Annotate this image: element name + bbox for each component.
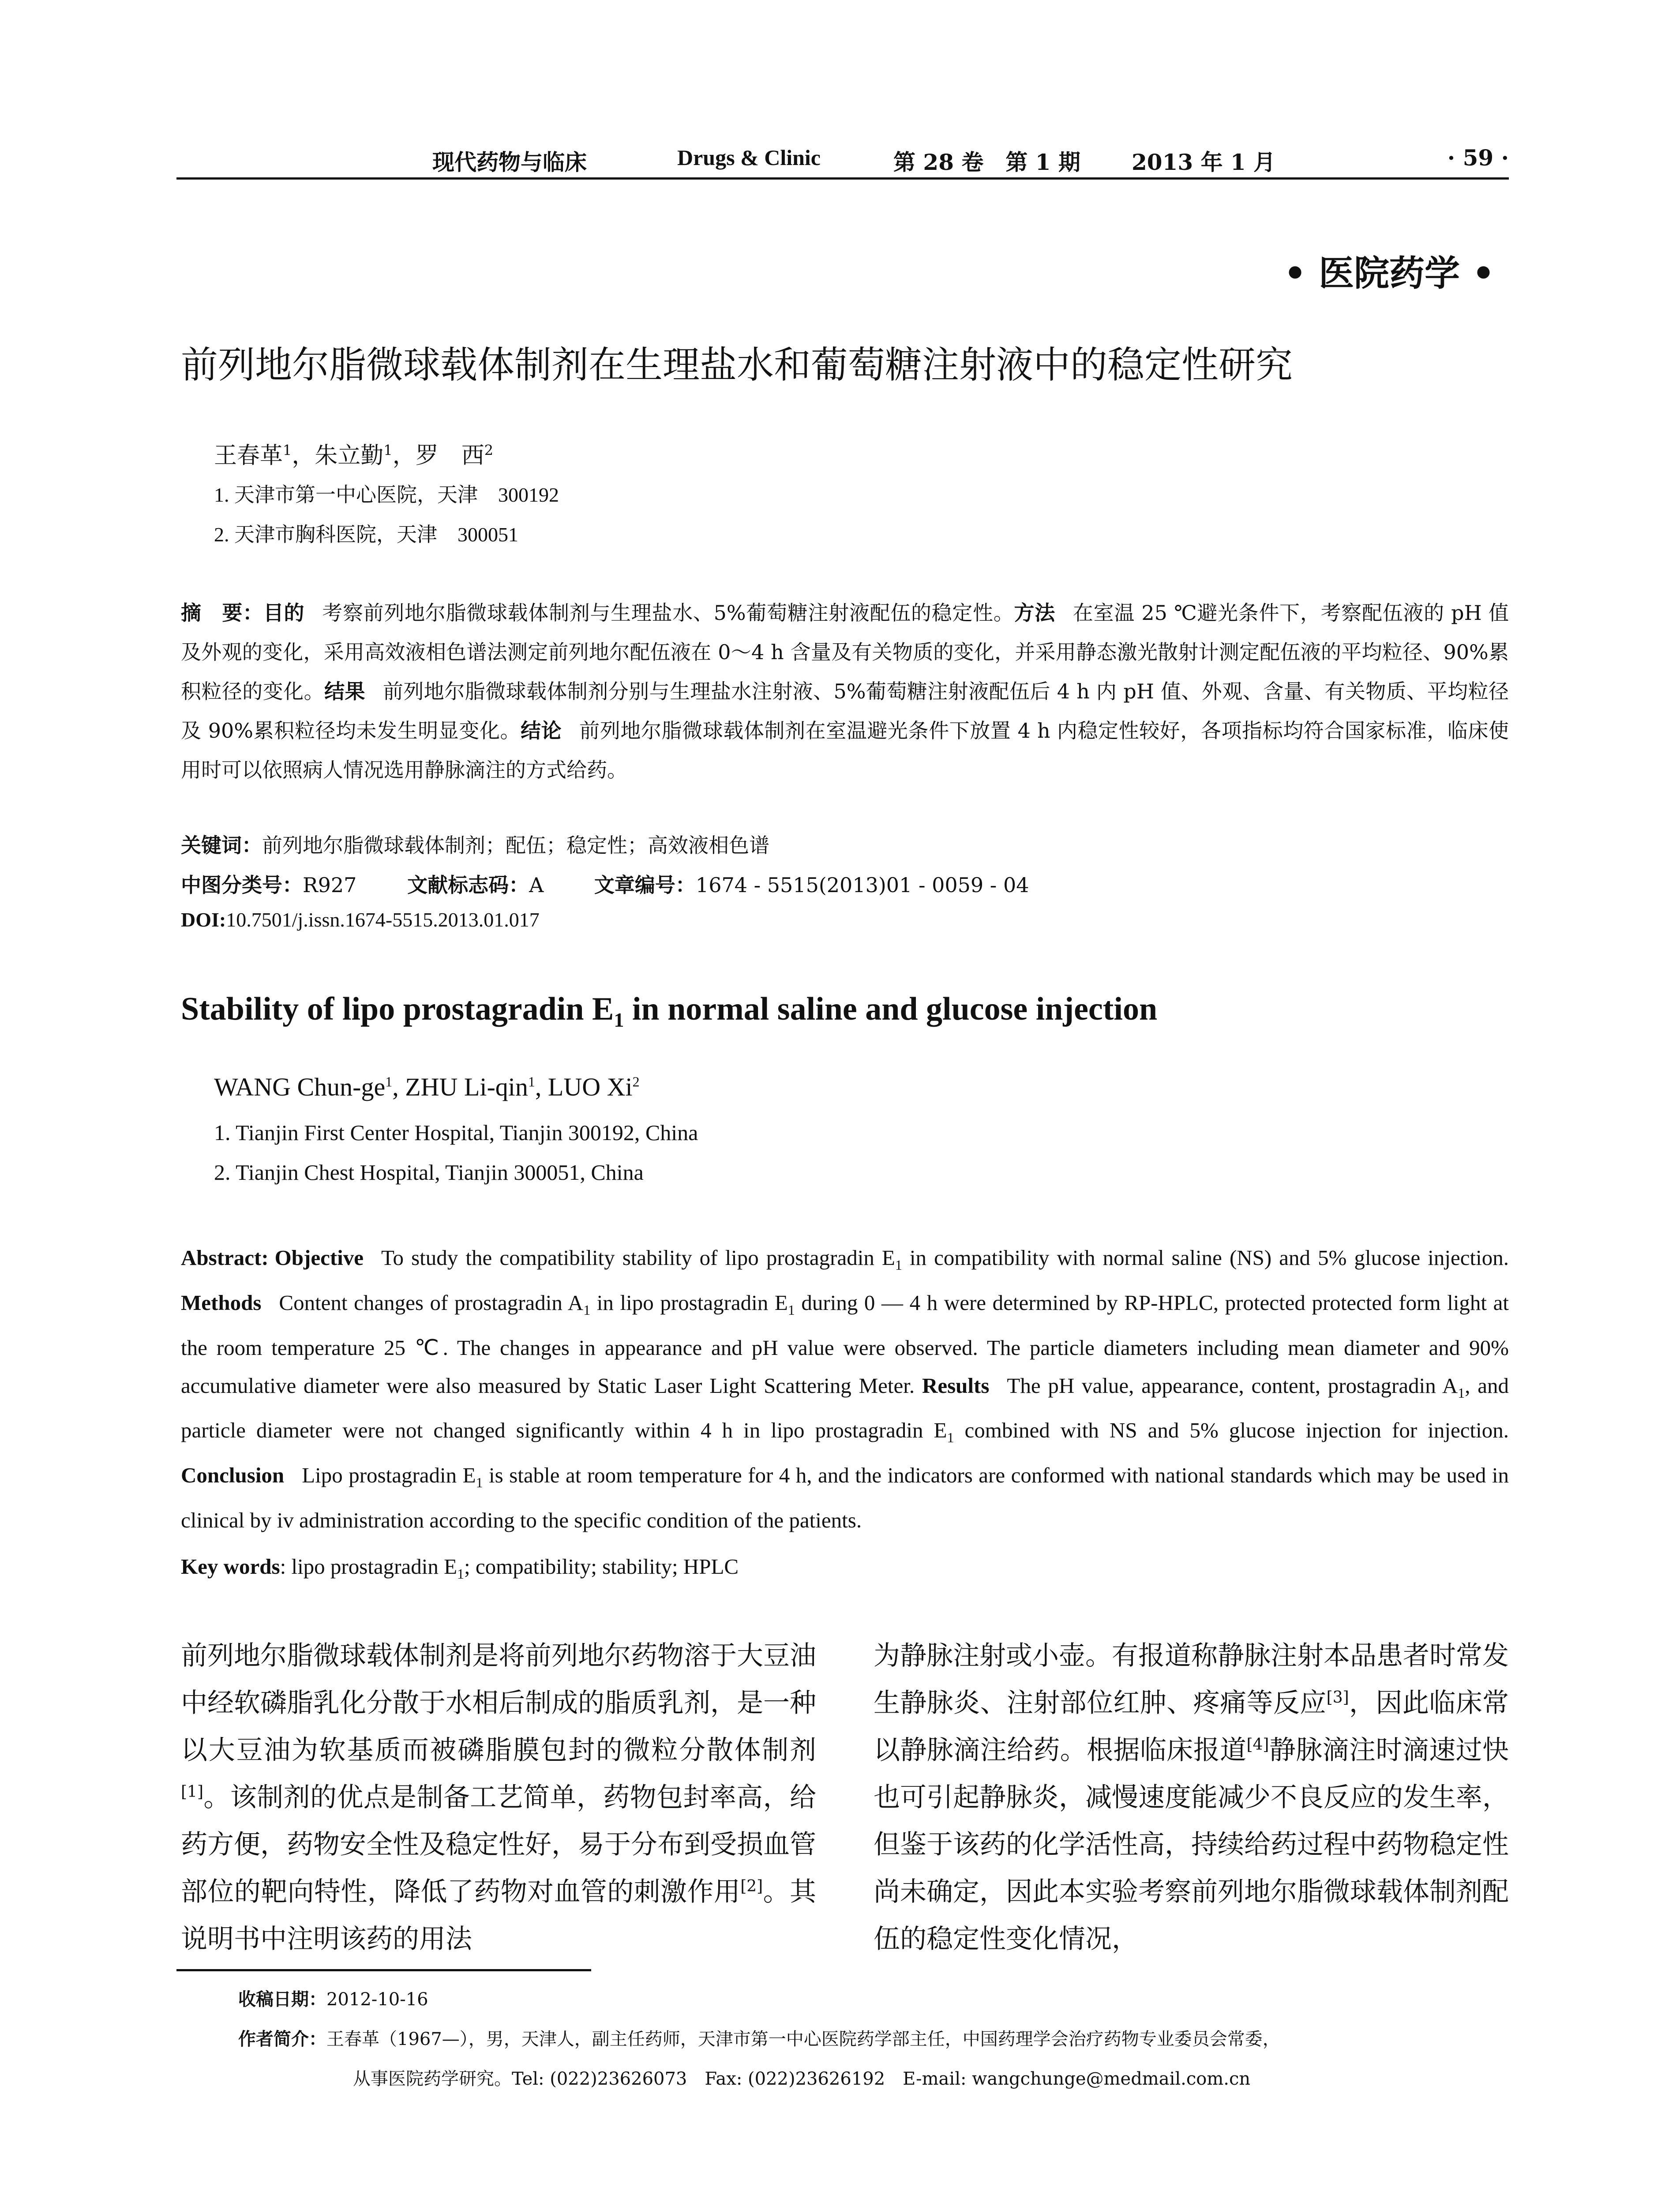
title-en [181, 990, 1157, 1032]
footnote-received [238, 1985, 428, 2014]
objective-text: To study the compatibility stability of lipo prostagradin E [381, 1246, 895, 1270]
footnote-author [238, 2025, 1509, 2053]
author-name: WANG Chun-ge [214, 1073, 386, 1101]
author-name: 王春革 [214, 443, 283, 469]
affiliation-mark: 1 [385, 1073, 393, 1090]
keywords-cn [181, 829, 769, 859]
received-label: 收稿日期： [238, 1989, 326, 2010]
doi-line [181, 908, 540, 931]
author-bio-contact: 从事医院药学研究。Tel: (022)23626073 Fax: (022)23626192 E-mail: wangchunge@medmail.com.cn [353, 2069, 1251, 2089]
keywords-en [181, 1554, 739, 1582]
subscript: 1 [583, 1302, 591, 1318]
methods-label: 方法 [1014, 601, 1055, 625]
body-text: 为静脉注射或小壶。有报道称静脉注射本品患者时常发生静脉炎、注射部位红肿、疼痛等反应 [874, 1640, 1509, 1718]
title-en-part: Stability of lipo prostagradin E [181, 991, 614, 1027]
keywords-value: ; compatibility; stability; HPLC [464, 1554, 739, 1579]
results-label: 结果 [324, 679, 365, 703]
classification-line [181, 869, 1073, 898]
doi-link[interactable]: 10.7501/j.issn.1674-5515.2013.01.017 [226, 908, 540, 931]
body-column-right [874, 1632, 1509, 1963]
author-name: 罗 西 [415, 443, 484, 469]
author-name: 朱立勤 [315, 443, 384, 469]
methods-text: during 0 — 4 h were determined by RP-HPLC, protected protected form light at the room temperature 25 ℃. The changes in appearance and pH value were observed. The particle diameters including mean diameter and 90% accumulative diameter were also measured by Static Laser Light Scattering Meter. [181, 1290, 1509, 1398]
methods-text: 在室温 25 ℃避光条件下，考察配伍液的 pH 值及外观的变化，采用高效液相色谱法测定前列地尔配伍液在 0～4 h 含量及有关物质的变化，并采用静态激光散射计测定配伍液的平均粒径、90%累积粒径的变化。 [181, 601, 1509, 703]
results-text: The pH value, appearance, content, prostagradin A [1007, 1373, 1458, 1398]
subscript: 1 [476, 1474, 483, 1490]
column-label: • 医院药学 • [1284, 252, 1495, 294]
citation-ref[interactable]: [1] [181, 1783, 203, 1801]
header-rule [176, 177, 1509, 180]
subscript: 1 [788, 1302, 795, 1318]
conclusion-text: is stable at room temperature for 4 h, and the indicators are conformed with national standards which may be used in clinical by iv administration according to the specific condition of the patients. [181, 1463, 1509, 1532]
page-number: · 59 · [1447, 145, 1509, 171]
issue-date: 2013 年 1 月 [1132, 149, 1276, 175]
objective-text: in compatibility with normal saline (NS) and 5% glucose injection. [902, 1246, 1509, 1270]
doc-code-label: 文献标志码： [407, 873, 529, 897]
citation-ref[interactable]: [2] [740, 1877, 763, 1895]
results-text: combined with NS and 5% glucose injection for injection. [954, 1418, 1509, 1443]
article-number-value: 1674 - 5515(2013)01 - 0059 - 04 [695, 873, 1029, 897]
citation-ref[interactable]: [4] [1246, 1736, 1269, 1754]
citation-ref[interactable]: [3] [1326, 1688, 1349, 1707]
objective-label: 目的 [263, 601, 305, 625]
abstract-label: Abstract: [181, 1246, 269, 1270]
subscript: 1 [1458, 1384, 1465, 1401]
title-en-subscript: 1 [614, 1008, 624, 1031]
affiliation-en-1: 1. Tianjin First Center Hospital, Tianjin 300192, China [214, 1120, 698, 1145]
conclusion-text: 前列地尔脂微球载体制剂在室温避光条件下放置 4 h 内稳定性较好，各项指标均符合国家标准，临床使用时可以依照病人情况选用静脉滴注的方式给药。 [181, 719, 1509, 782]
affiliation-mark: 1 [283, 442, 292, 459]
title-cn: 前列地尔脂微球载体制剂在生理盐水和葡萄糖注射液中的稳定性研究 [181, 343, 1293, 386]
doi-label: DOI: [181, 908, 226, 931]
authors-cn [214, 437, 493, 470]
abstract-en [181, 1239, 1509, 1539]
objective-label: Objective [274, 1246, 364, 1270]
conclusion-text: Lipo prostagradin E [302, 1463, 476, 1488]
footnote-rule [176, 1969, 591, 1971]
author-name: ZHU Li-qin [405, 1073, 528, 1101]
subscript: 1 [947, 1429, 954, 1446]
body-text: 静脉滴注时滴速过快也可引起静脉炎，减慢速度能减少不良反应的发生率，但鉴于该药的化学活性高，持续给药过程中药物稳定性尚未确定，因此本实验考察前列地尔脂微球载体制剂配伍的稳定性变化情况， [874, 1735, 1509, 1955]
abstract-cn [181, 593, 1509, 790]
affiliation-mark: 2 [632, 1073, 640, 1090]
keywords-colon: : [280, 1554, 292, 1579]
body-text: 前列地尔脂微球载体制剂是将前列地尔药物溶于大豆油中经软磷脂乳化分散于水相后制成的脂质乳剂，是一种以大豆油为软基质而被磷脂膜包封的微粒分散体制剂 [181, 1640, 816, 1766]
conclusion-label: 结论 [521, 719, 562, 743]
author-separator: , [392, 1073, 405, 1101]
author-bio: 王春革（1967—），男，天津人，副主任药师，天津市第一中心医院药学部主任，中国药理学会治疗药物专业委员会常委， [326, 2029, 1280, 2049]
results-text: 前列地尔脂微球载体制剂分别与生理盐水注射液、5%葡萄糖注射液配伍后 4 h 内 pH 值、外观、含量、有关物质、平均粒径及 90%累积粒径均未发生明显变化。 [181, 679, 1509, 743]
article-number-label: 文章编号： [594, 873, 696, 897]
results-text: , and particle diameter were not changed significantly within 4 h in lipo prostagradin E [181, 1373, 1509, 1443]
author-separator: ， [292, 443, 315, 469]
author-bio-label: 作者简介： [238, 2029, 326, 2049]
affiliation-cn-1: 1. 天津市第一中心医院，天津 300192 [214, 484, 559, 506]
keywords-value: 前列地尔脂微球载体制剂；配伍；稳定性；高效液相色谱 [262, 833, 769, 857]
conclusion-label: Conclusion [181, 1463, 285, 1488]
body-column-left [181, 1632, 816, 1963]
volume-issue: 第 28 卷 第 1 期 [893, 149, 1080, 175]
keywords-label: Key words [181, 1554, 280, 1579]
author-name: LUO Xi [548, 1073, 633, 1101]
methods-label: Methods [181, 1290, 262, 1315]
keywords-value: lipo prostagradin E [291, 1554, 458, 1579]
clc-label: 中图分类号： [181, 873, 303, 897]
affiliation-cn-2: 2. 天津市胸科医院，天津 300051 [214, 523, 518, 546]
author-separator: ， [392, 443, 416, 469]
methods-text: Content changes of prostagradin A [279, 1290, 584, 1315]
subscript: 1 [457, 1565, 465, 1582]
body-text: 。其说明书中注明该药的用法 [181, 1876, 817, 1955]
body-text: ，因此临床常以静脉滴注给药。根据临床报道 [874, 1688, 1509, 1766]
methods-text: in lipo prostagradin E [590, 1290, 788, 1315]
affiliation-en-2: 2. Tianjin Chest Hospital, Tianjin 300051, China [214, 1160, 644, 1185]
subscript: 1 [895, 1257, 902, 1273]
abstract-label: 摘 要： [181, 601, 263, 625]
title-en-part: in normal saline and glucose injection [624, 991, 1158, 1027]
authors-en [214, 1072, 640, 1102]
journal-name-cn: 现代药物与临床 [432, 149, 587, 175]
journal-name-en: Drugs & Clinic [677, 145, 821, 170]
received-date: 2012-10-16 [326, 1989, 428, 2010]
footnote-author-cont [353, 2065, 1500, 2093]
affiliation-mark: 1 [528, 1073, 535, 1090]
author-separator: , [535, 1073, 548, 1101]
affiliation-mark: 2 [484, 442, 494, 459]
body-text: 。该制剂的优点是制备工艺简单，药物包封率高，给药方便，药物安全性及稳定性好，易于分布到受损血管部位的靶向特性，降低了药物对血管的刺激作用 [181, 1782, 816, 1907]
objective-text: 考察前列地尔脂微球载体制剂与生理盐水、5%葡萄糖注射液配伍的稳定性。 [322, 601, 1014, 625]
running-header [176, 140, 1509, 180]
keywords-label: 关键词： [181, 833, 262, 857]
results-label: Results [922, 1373, 990, 1398]
affiliation-mark: 1 [383, 442, 393, 459]
doc-code-value: A [529, 873, 544, 897]
clc-value: R927 [303, 873, 357, 897]
